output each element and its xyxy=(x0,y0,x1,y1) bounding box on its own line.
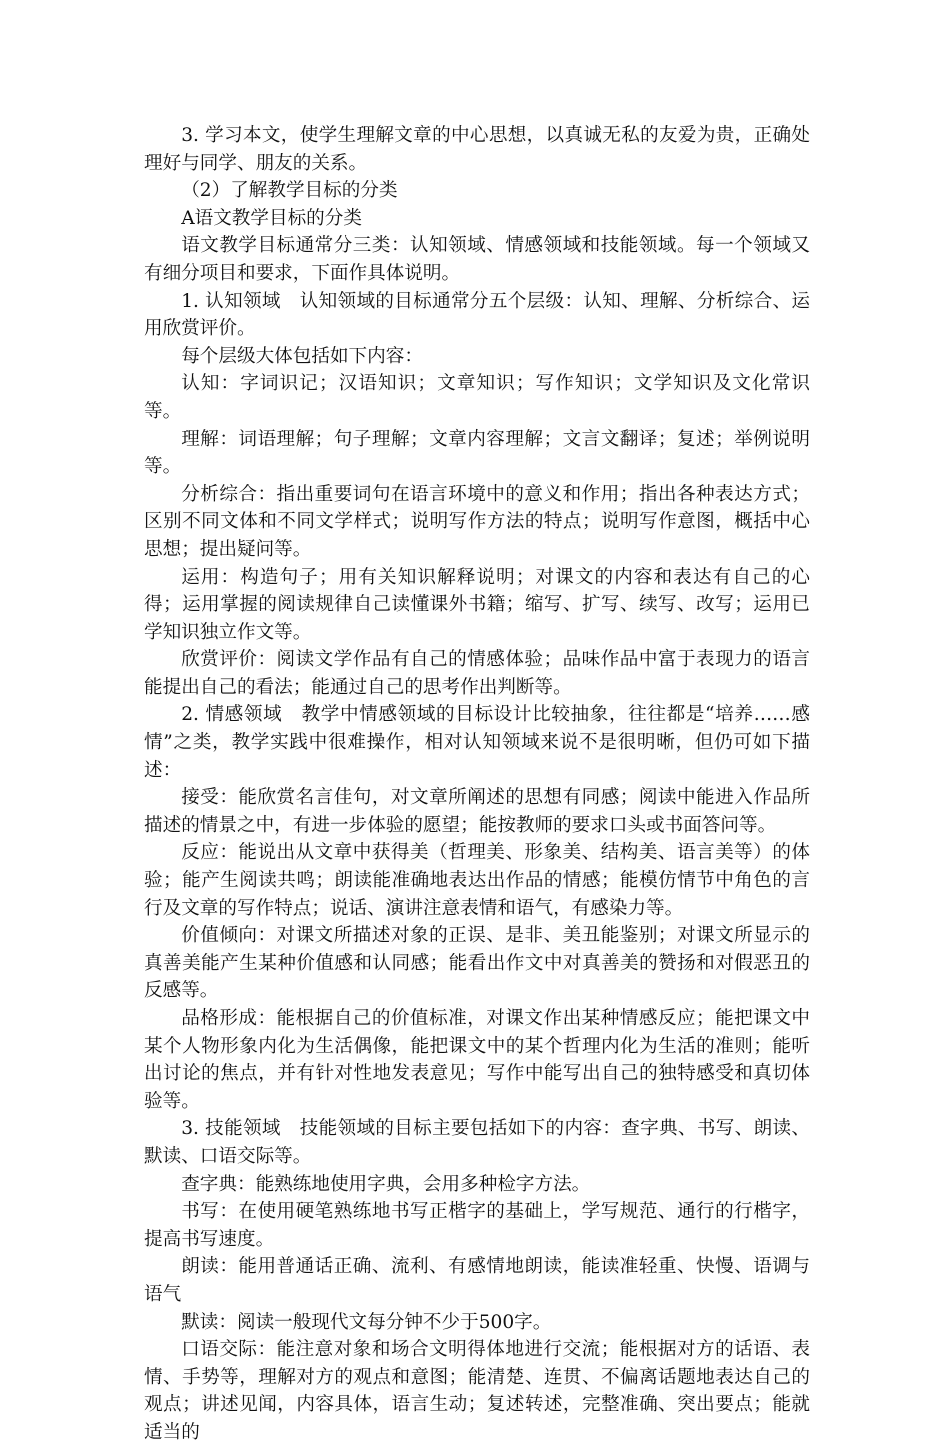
paragraph-appreciation: 欣赏评价：阅读文学作品有自己的情感体验；品味作品中富于表现力的语言能提出自己的看法；能通过自己的思考作出判断等。 xyxy=(144,649,810,698)
paragraph-three-domains: 语文教学目标通常分三类：认知领域、情感领域和技能领域。每一个领域又有细分项目和要求，下面作具体说明。 xyxy=(144,235,810,284)
paragraph-objective-3: 3. 学习本文，使学生理解文章的中心思想，以真诚无私的友爱为贵，正确处理好与同学、朋友的关系。 xyxy=(144,125,810,174)
paragraph-acceptance: 接受：能欣赏名言佳句，对文章所阐述的思想有同感；阅读中能进入作品所描述的情景之中，有进一步体验的愿望；能按教师的要求口头或书面答问等。 xyxy=(144,787,810,836)
paragraph-value-orientation: 价值倾向：对课文所描述对象的正误、是非、美丑能鉴别；对课文所显示的真善美能产生某种价值感和认同感；能看出作文中对真善美的赞扬和对假恶丑的反感等。 xyxy=(144,925,810,1002)
paragraph-application: 运用：构造句子；用有关知识解释说明；对课文的内容和表达有自己的心得；运用掌握的阅读规律自己读懂课外书籍；缩写、扩写、续写、改写；运用已学知识独立作文等。 xyxy=(144,566,810,643)
heading-goal-classification: （2）了解教学目标的分类 xyxy=(181,180,398,202)
paragraph-levels-intro: 每个层级大体包括如下内容： xyxy=(181,345,423,367)
paragraph-oral-communication: 口语交际：能注意对象和场合文明得体地进行交流；能根据对方的话语、表情、手势等，理解对方的观点和意图；能清楚、连贯、不偏离话题地表达自己的观点；讲述见闻，内容具体，语言生动；复述转述，完整准确、突出要点；能就适当的 xyxy=(144,1339,810,1443)
paragraph-response: 反应：能说出从文章中获得美（哲理美、形象美、结构美、语言美等）的体验；能产生阅读共鸣；朗读能准确地表达出作品的情感；能模仿情节中角色的言行及文章的写作特点；说话、演讲注意表情和语气，有感染力等。 xyxy=(144,842,810,919)
paragraph-affective-domain: 2. 情感领域 教学中情感领域的目标设计比较抽象，往往都是“培养……感情”之类，教学实践中很难操作，相对认知领域来说不是很明晰，但仍可如下描述： xyxy=(144,704,810,781)
paragraph-reading-aloud: 朗读：能用普通话正确、流利、有感情地朗读，能读准轻重、快慢、语调与语气 xyxy=(144,1256,810,1305)
paragraph-skill-domain: 3. 技能领域 技能领域的目标主要包括如下的内容：查字典、书写、朗读、默读、口语交际等。 xyxy=(144,1118,810,1167)
paragraph-cognition: 认知：字词识记；汉语知识；文章知识；写作知识；文学知识及文化常识等。 xyxy=(144,373,810,422)
paragraph-character-formation: 品格形成：能根据自己的价值标准，对课文作出某种情感反应；能把课文中某个人物形象内化为生活偶像，能把课文中的某个哲理内化为生活的准则；能听出讨论的焦点，并有针对性地发表意见；写作中能写出自己的独特感受和真切体验等。 xyxy=(144,1008,810,1112)
document-body xyxy=(144,122,810,1447)
paragraph-understanding: 理解：词语理解；句子理解；文章内容理解；文言文翻译；复述；举例说明等。 xyxy=(144,428,810,478)
paragraph-cognitive-domain: 1. 认知领域 认知领域的目标通常分五个层级：认知、理解、分析综合、运用欣赏评价。 xyxy=(144,290,810,340)
paragraph-analysis: 分析综合：指出重要词句在语言环境中的意义和作用；指出各种表达方式；区别不同文体和不同文学样式；说明写作方法的特点；说明写作意图，概括中心思想；提出疑问等。 xyxy=(144,483,810,560)
paragraph-writing: 书写：在使用硬笔熟练地书写正楷字的基础上，学写规范、通行的行楷字，提高书写速度。 xyxy=(144,1201,810,1250)
paragraph-dictionary: 查字典：能熟练地使用字典，会用多种检字方法。 xyxy=(181,1173,591,1195)
subheading-chinese-goal-classification: A语文教学目标的分类 xyxy=(181,207,362,229)
paragraph-silent-reading: 默读：阅读一般现代文每分钟不少于500字。 xyxy=(181,1311,552,1333)
